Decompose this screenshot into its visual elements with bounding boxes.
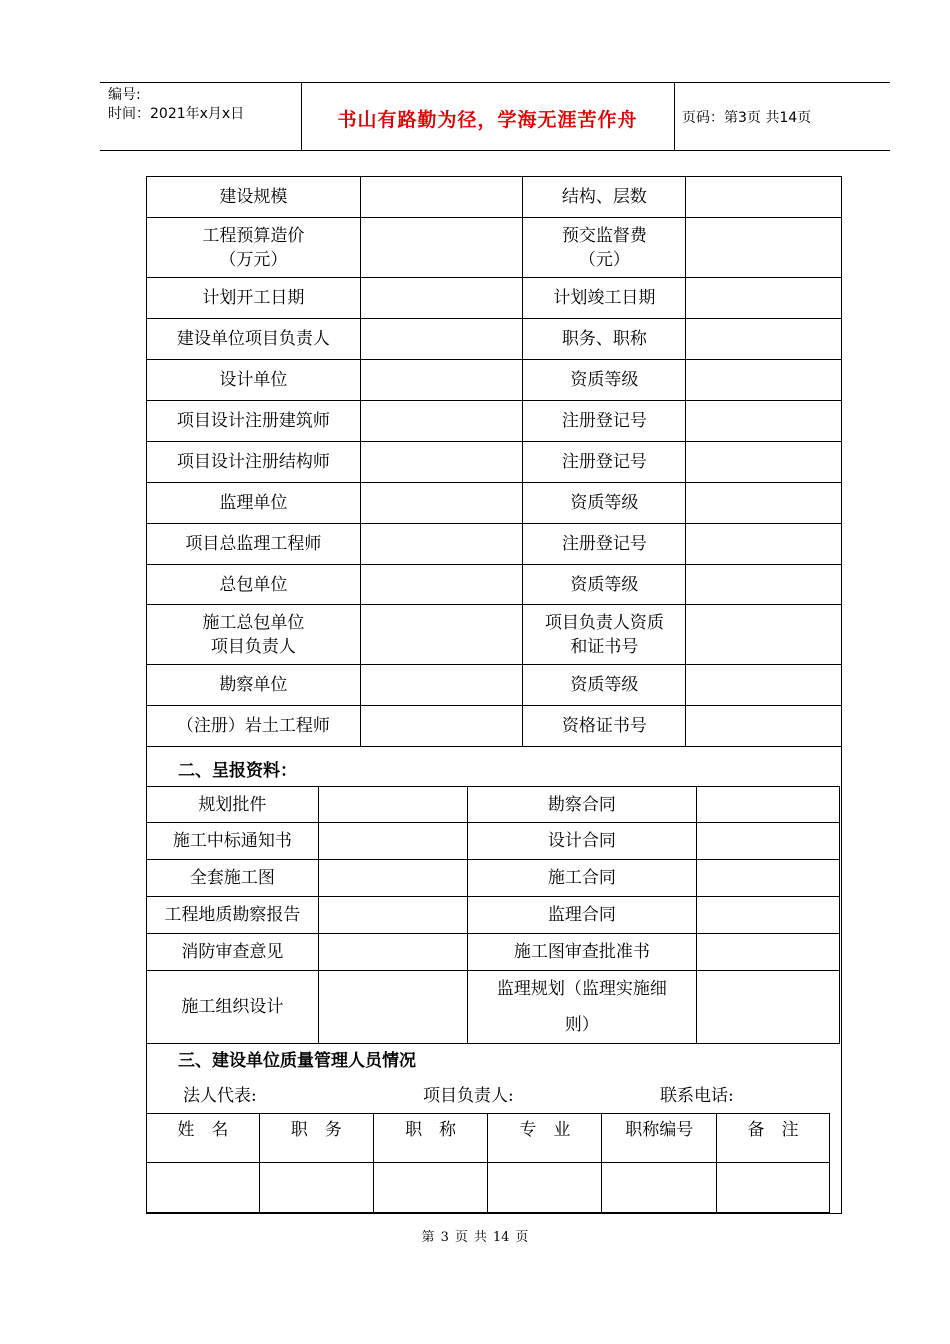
- info-label: 结构、层数: [523, 177, 686, 218]
- info-label: 设计单位: [147, 360, 361, 401]
- header-divider: [674, 83, 675, 150]
- doc-label: 工程地质勘察报告: [147, 897, 319, 934]
- doc-label: 勘察合同: [467, 787, 697, 823]
- doc-value[interactable]: [318, 971, 467, 1044]
- info-label: 资质等级: [523, 483, 686, 524]
- info-label: 职务、职称: [523, 319, 686, 360]
- footer-gong: 共: [473, 1230, 487, 1245]
- empty-cell[interactable]: [147, 1163, 260, 1213]
- info-label: 总包单位: [147, 565, 361, 605]
- doc-value[interactable]: [697, 823, 840, 860]
- info-value[interactable]: [360, 665, 523, 706]
- header-motto: 书山有路勤为径，学海无涯苦作舟: [337, 109, 638, 131]
- info-value[interactable]: [360, 524, 523, 565]
- section3-title: 三、建设单位质量管理人员情况: [178, 1051, 416, 1071]
- info-label: 项目设计注册结构师: [147, 442, 361, 483]
- info-label: 监理单位: [147, 483, 361, 524]
- footer-ye: 页: [454, 1230, 468, 1245]
- doc-value[interactable]: [318, 823, 467, 860]
- info-label: 资格证书号: [523, 706, 686, 747]
- info-row: [147, 565, 842, 605]
- info-label: 施工总包单位 项目负责人: [147, 605, 361, 665]
- section2-title: 二、呈报资料：: [178, 761, 297, 781]
- doc-value[interactable]: [318, 860, 467, 897]
- info-row: [147, 483, 842, 524]
- info-row: [147, 665, 842, 706]
- staff-header-cell: 备 注: [717, 1114, 830, 1163]
- doc-value[interactable]: [697, 787, 840, 823]
- info-value[interactable]: [686, 218, 842, 278]
- info-value[interactable]: [686, 524, 842, 565]
- doc-value[interactable]: [318, 897, 467, 934]
- info-label: 项目负责人资质 和证书号: [523, 605, 686, 665]
- empty-cell[interactable]: [259, 1163, 373, 1213]
- info-row: [147, 177, 842, 218]
- info-row: [147, 319, 842, 360]
- doc-label: 规划批件: [147, 787, 319, 823]
- info-row: [147, 605, 842, 665]
- empty-cell[interactable]: [717, 1163, 830, 1213]
- doc-label: 全套施工图: [147, 860, 319, 897]
- info-value[interactable]: [360, 706, 523, 747]
- info-value[interactable]: [360, 605, 523, 665]
- info-label: 计划竣工日期: [523, 278, 686, 319]
- info-label: 注册登记号: [523, 524, 686, 565]
- footer-page: 3: [440, 1230, 449, 1245]
- doc-row: [147, 934, 840, 971]
- page-header: [100, 82, 890, 151]
- doc-label: 监理规划（监理实施细 则）: [467, 971, 697, 1044]
- info-value[interactable]: [686, 605, 842, 665]
- doc-row: [147, 823, 840, 860]
- footer-total: 14: [492, 1230, 510, 1245]
- info-value[interactable]: [360, 401, 523, 442]
- info-row: [147, 401, 842, 442]
- info-value[interactable]: [686, 565, 842, 605]
- info-value[interactable]: [686, 706, 842, 747]
- doc-value[interactable]: [318, 934, 467, 971]
- info-value[interactable]: [360, 360, 523, 401]
- doc-row: [147, 860, 840, 897]
- info-value[interactable]: [686, 360, 842, 401]
- info-row: [147, 706, 842, 747]
- doc-label: 施工组织设计: [147, 971, 319, 1044]
- info-value[interactable]: [360, 319, 523, 360]
- staff-header-cell: 职称编号: [602, 1114, 717, 1163]
- quality-staff-table: [146, 1113, 830, 1213]
- info-row: [147, 218, 842, 278]
- info-row: [147, 442, 842, 483]
- number-label: 编号:: [108, 87, 141, 103]
- doc-value[interactable]: [697, 860, 840, 897]
- staff-header-cell: 专 业: [488, 1114, 602, 1163]
- info-label: 注册登记号: [523, 442, 686, 483]
- staff-header-cell: 职 务: [259, 1114, 373, 1163]
- doc-label: 施工图审查批准书: [467, 934, 697, 971]
- doc-label: 消防审查意见: [147, 934, 319, 971]
- header-page-info: 页码：第3页 共14页: [682, 110, 812, 126]
- doc-label: 设计合同: [467, 823, 697, 860]
- info-row: [147, 524, 842, 565]
- info-label: 注册登记号: [523, 401, 686, 442]
- doc-value[interactable]: [697, 934, 840, 971]
- doc-value[interactable]: [697, 971, 840, 1044]
- info-label: 项目总监理工程师: [147, 524, 361, 565]
- info-value[interactable]: [686, 442, 842, 483]
- doc-row: [147, 897, 840, 934]
- empty-cell[interactable]: [373, 1163, 488, 1213]
- staff-header-cell: 职 称: [373, 1114, 488, 1163]
- doc-value[interactable]: [697, 897, 840, 934]
- info-value[interactable]: [686, 319, 842, 360]
- time-label: 时间：2021年x月x日: [108, 106, 245, 122]
- doc-row: [147, 787, 840, 823]
- submission-docs-table: [146, 786, 840, 1044]
- info-label: 预交监督费 （元）: [523, 218, 686, 278]
- info-value[interactable]: [686, 665, 842, 706]
- footer-di: 第: [421, 1230, 435, 1245]
- staff-empty-row: [147, 1163, 830, 1213]
- doc-label: 施工合同: [467, 860, 697, 897]
- phone-label: 联系电话:: [660, 1086, 734, 1106]
- header-meta: [108, 86, 244, 124]
- info-value[interactable]: [686, 278, 842, 319]
- info-label: 建设规模: [147, 177, 361, 218]
- empty-cell[interactable]: [488, 1163, 602, 1213]
- info-value[interactable]: [360, 278, 523, 319]
- info-label: 资质等级: [523, 565, 686, 605]
- doc-label: 监理合同: [467, 897, 697, 934]
- info-row: [147, 278, 842, 319]
- info-label: 项目设计注册建筑师: [147, 401, 361, 442]
- info-label: （注册）岩土工程师: [147, 706, 361, 747]
- footer-ye2: 页: [515, 1230, 529, 1245]
- info-label: 资质等级: [523, 665, 686, 706]
- info-value[interactable]: [686, 401, 842, 442]
- doc-row: [147, 971, 840, 1044]
- page-footer: [0, 1226, 950, 1245]
- info-value[interactable]: [360, 565, 523, 605]
- staff-header-cell: 姓 名: [147, 1114, 260, 1163]
- doc-label: 施工中标通知书: [147, 823, 319, 860]
- info-label: 计划开工日期: [147, 278, 361, 319]
- info-value[interactable]: [686, 177, 842, 218]
- empty-cell[interactable]: [602, 1163, 717, 1213]
- legal-rep-label: 法人代表:: [183, 1086, 257, 1106]
- info-label: 资质等级: [523, 360, 686, 401]
- info-label: 建设单位项目负责人: [147, 319, 361, 360]
- info-value[interactable]: [360, 177, 523, 218]
- staff-header-row: [147, 1114, 830, 1163]
- info-label: 工程预算造价 （万元）: [147, 218, 361, 278]
- project-info-table: [146, 176, 842, 747]
- doc-value[interactable]: [318, 787, 467, 823]
- info-label: 勘察单位: [147, 665, 361, 706]
- project-lead-label: 项目负责人:: [423, 1086, 514, 1106]
- info-value[interactable]: [360, 483, 523, 524]
- info-value[interactable]: [360, 218, 523, 278]
- info-value[interactable]: [360, 442, 523, 483]
- info-value[interactable]: [686, 483, 842, 524]
- info-row: [147, 360, 842, 401]
